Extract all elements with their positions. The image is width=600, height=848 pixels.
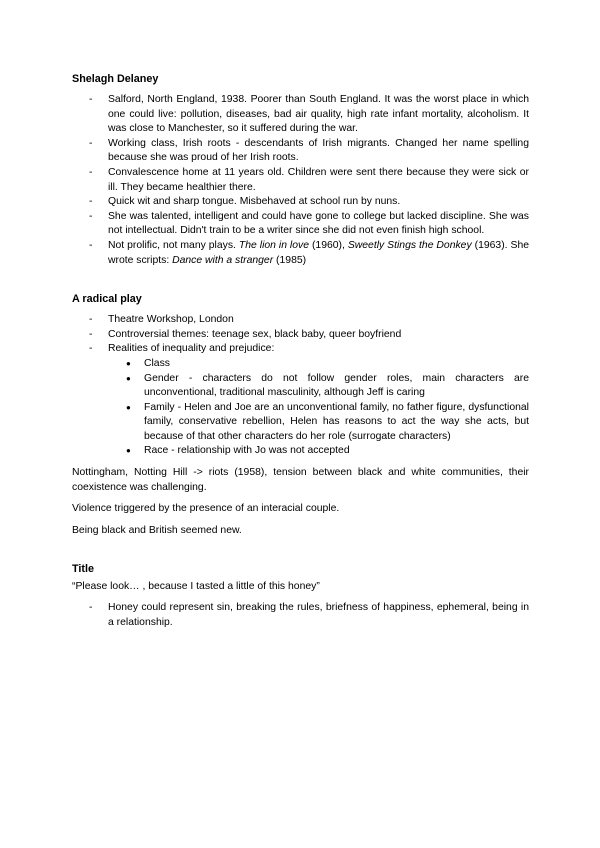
title-list [72, 601, 529, 630]
paragraph: Nottingham, Notting Hill -> riots (1958), tension between black and white communities, their coexistence was challenging. [72, 467, 529, 493]
bio-list [72, 93, 529, 268]
play-list [72, 313, 529, 357]
section-shelagh-delaney [72, 72, 529, 268]
list-item: - She was talented, intelligent and could have gone to college but lacked discipline. She was not intellectual. Didn't train to be a writer since she did not even finish high school. [72, 210, 529, 239]
text-run: (1960), [309, 239, 348, 251]
bullet-item: ● Class [108, 357, 529, 372]
inequality-bullets [72, 357, 529, 459]
section-heading: A radical play [72, 293, 142, 306]
bullet-item: ● Gender - characters do not follow gender roles, main characters are unconventional, traditional masculinity, although Jeff is caring [108, 372, 529, 401]
work-title: Dance with a stranger [172, 254, 274, 266]
title-quote: “Please look… , because I tasted a little of this honey” [72, 581, 320, 593]
list-item: - Realities of inequality and prejudice: [72, 342, 529, 357]
text-run: (1963). She wrote scripts: [108, 239, 530, 266]
text-run: (1985) [273, 254, 307, 266]
list-item: - Theatre Workshop, London [72, 313, 529, 328]
list-item: - Controversial themes: teenage sex, black baby, queer boyfriend [72, 328, 529, 343]
work-title: The lion in love [238, 239, 309, 251]
section-title [72, 562, 529, 630]
list-item: - Quick wit and sharp tongue. Misbehaved at school run by nuns. [72, 195, 529, 210]
section-heading: Title [72, 563, 94, 576]
paragraph: Violence triggered by the presence of an interacial couple. [72, 503, 340, 515]
list-item-works [72, 239, 529, 268]
list-item: - Salford, North England, 1938. Poorer than South England. It was the worst place in which one could live: pollution, diseases, bad air quality, high rate infant mortality, alcoholism. It was close to Manchester, so it suffered during the war. [72, 93, 529, 137]
section-heading: Shelagh Delaney [72, 73, 159, 85]
list-item: - Convalescence home at 11 years old. Children were sent there because they were sick or ill. They became healthier there. [72, 166, 529, 195]
list-item: - Honey could represent sin, breaking the rules, briefness of happiness, ephemeral, being in a relationship. [72, 601, 529, 630]
bullet-item: ● Race - relationship with Jo was not accepted [108, 444, 529, 459]
text-run: Not prolific, not many plays. [108, 239, 239, 251]
bullet-item: ● Family - Helen and Joe are an unconventional family, no father figure, dysfunctional family, conservative rebellion, Helen has reasons to act the way she acts, but because of that other characters do her role (surrogate characters) [108, 401, 529, 445]
list-item: - Working class, Irish roots - descendants of Irish migrants. Changed her name spelling because she was proud of her Irish roots. [72, 137, 529, 166]
work-title: Sweetly Stings the Donkey [347, 239, 472, 251]
paragraph: Being black and British seemed new. [72, 524, 242, 536]
section-radical-play [72, 292, 529, 538]
